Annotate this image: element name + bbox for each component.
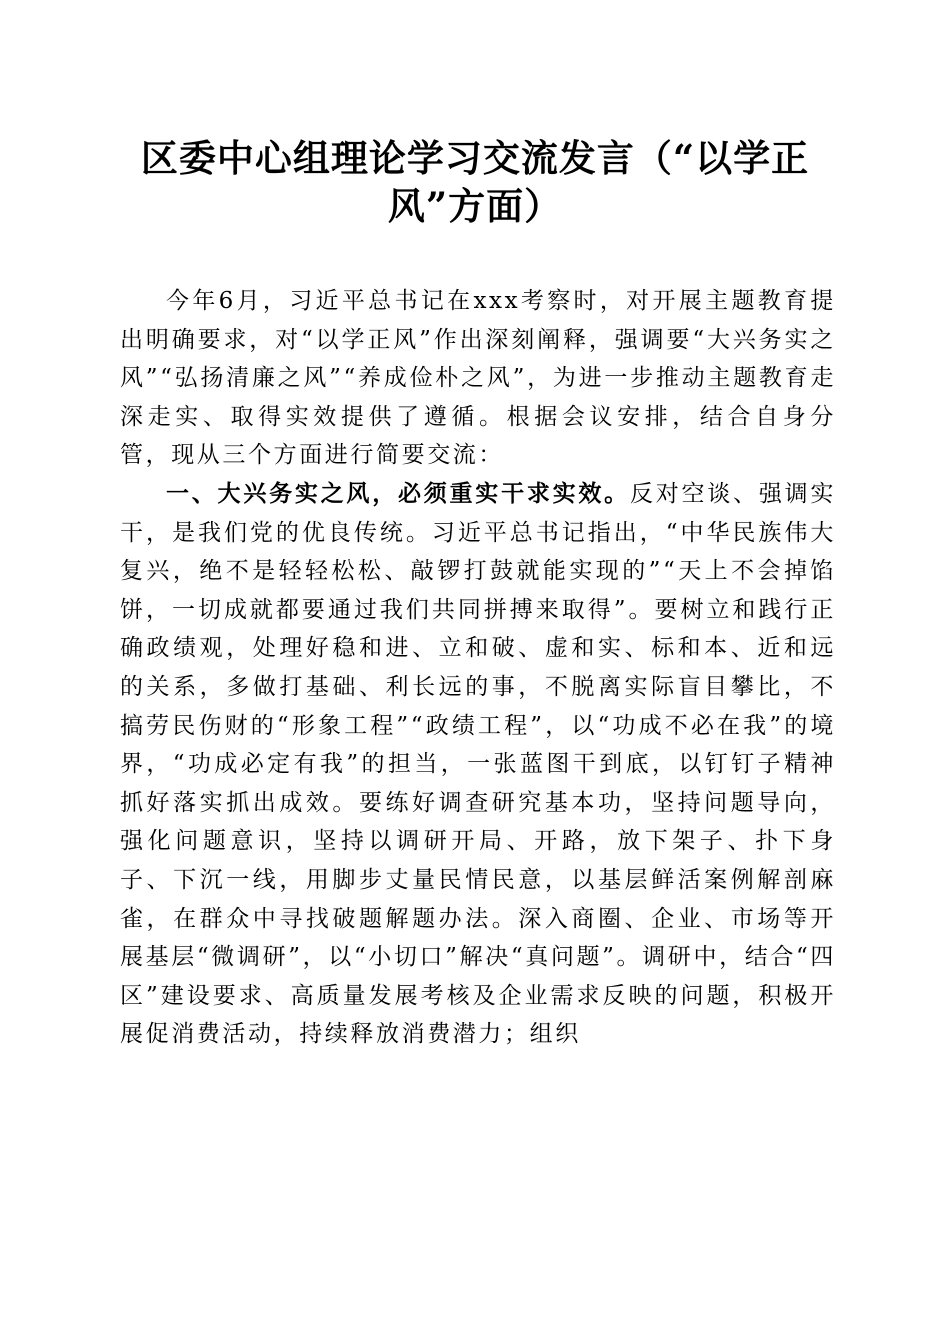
section-1-heading: 一、大兴务实之风，必须重实干求实效。 xyxy=(166,480,630,507)
title-line-1: 区委中心组理论学习交流发言（“以学正 xyxy=(140,136,810,180)
intro-paragraph: 今年6月，习近平总书记在xxx考察时，对开展主题教育提出明确要求，对“以学正风”作出深刻阐释，强调要“大兴务实之风”“弘扬清廉之风”“养成俭朴之风”，为进一步推动主题教育走深走实、取得实效提供了遵循。根据会议安排，结合自身分管，现从三个方面进行简要交流： xyxy=(120,288,836,469)
section-1-text: 反对空谈、强调实干，是我们党的优良传统。习近平总书记指出，“中华民族伟大复兴，绝不是轻轻松松、敲锣打鼓就能实现的”“天上不会掉馅饼，一切成就都要通过我们共同拼搏来取得”。要树立和践行正确政绩观，处理好稳和进、立和破、虚和实、标和本、近和远的关系，多做打基础、利长远的事，不脱离实际盲目攀比，不搞劳民伤财的“形象工程”“政绩工程”，以“功成不必在我”的境界，“功成必定有我”的担当，一张蓝图干到底，以钉钉子精神抓好落实抓出成效。要练好调查研究基本功，坚持问题导向，强化问题意识，坚持以调研开局、开路，放下架子、扑下身子、下沉一线，用脚步丈量民情民意，以基层鲜活案例解剖麻雀，在群众中寻找破题解题办法。深入商圈、企业、市场等开展基层“微调研”，以“小切口”解决“真问题”。调研中，结合“四区”建设要求、高质量发展考核及企业需求反映的问题，积极开展促消费活动，持续释放消费潜力；组织 xyxy=(120,480,836,1048)
title-line-2: 风”方面） xyxy=(387,184,563,228)
document-body xyxy=(120,282,836,1054)
section-1-paragraph xyxy=(120,475,836,1054)
document-title xyxy=(120,134,830,230)
